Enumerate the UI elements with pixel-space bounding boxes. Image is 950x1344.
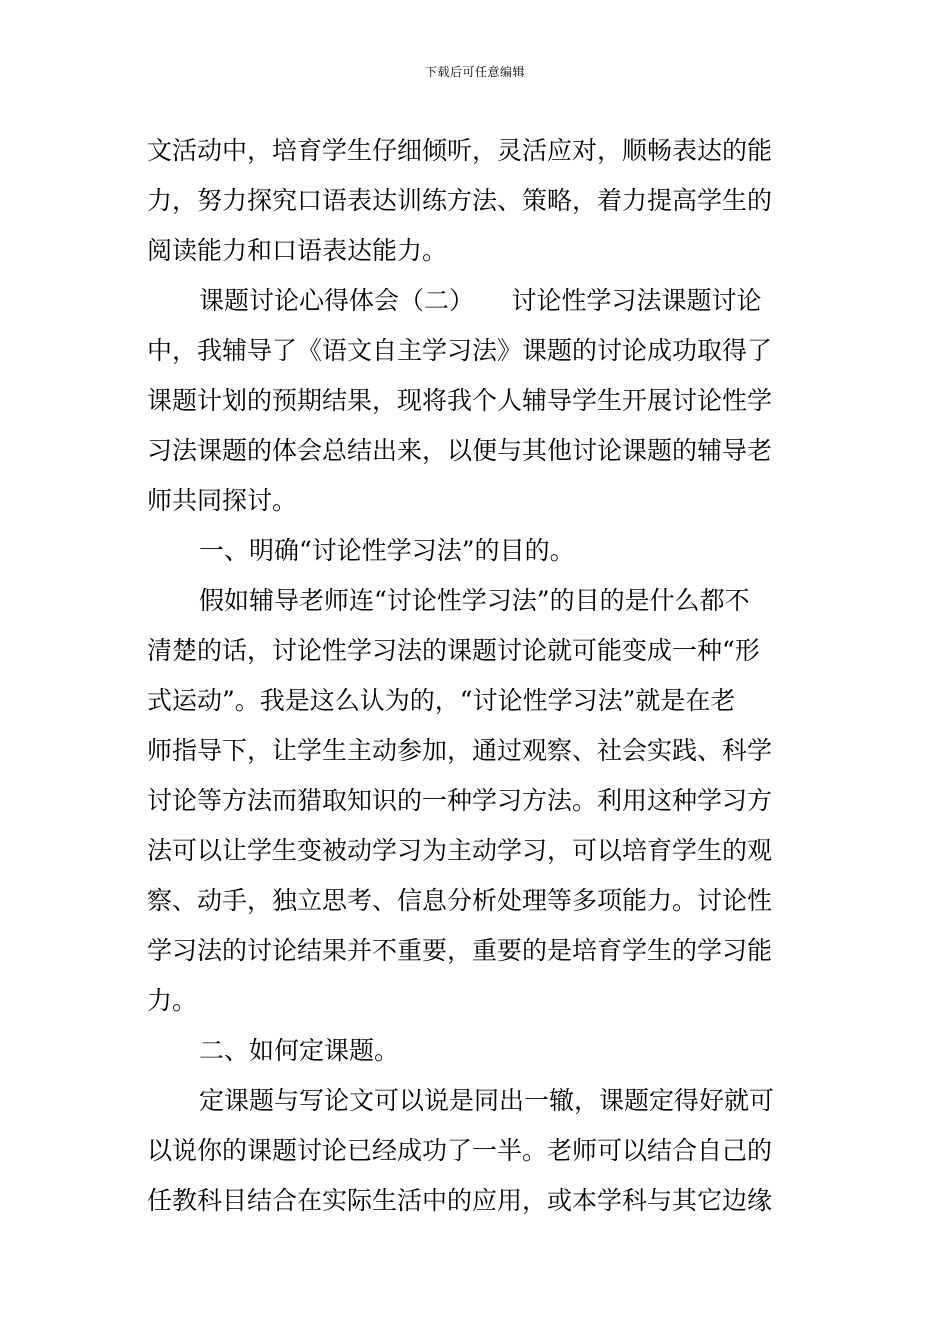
text-line: 力。	[147, 986, 198, 1015]
text-line: 师指导下，让学生主动参加，通过观察、社会实践、科学	[147, 736, 773, 765]
text-line: 学习法的讨论结果并不重要，重要的是培育学生的学习能	[147, 936, 773, 965]
text-line: 课题计划的预期结果，现将我个人辅导学生开展讨论性学	[147, 386, 773, 415]
page-header: 下载后可任意编辑	[424, 65, 525, 79]
text-line: 阅读能力和口语表达能力。	[147, 236, 448, 265]
heading-two: 二、如何定课题。	[199, 1036, 400, 1065]
document-body	[147, 126, 807, 1226]
text-line: 式运动”。我是这么认为的，“讨论性学习法”就是在老	[147, 686, 736, 715]
text-line: 任教科目结合在实际生活中的应用，或本学科与其它边缘	[147, 1186, 773, 1215]
text-line: 察、动手，独立思考、信息分析处理等多项能力。讨论性	[147, 886, 773, 915]
heading-one: 一、明确“讨论性学习法”的目的。	[199, 536, 575, 565]
text-line: 以说你的课题讨论已经成功了一半。老师可以结合自己的	[147, 1136, 773, 1165]
text-line: 定课题与写论文可以说是同出一辙，课题定得好就可	[199, 1086, 775, 1115]
section-title-line: 课题讨论心得体会（二） 讨论性学习法课题讨论	[199, 286, 762, 315]
text-line: 假如辅导老师连“讨论性学习法”的目的是什么都不	[199, 586, 750, 615]
text-line: 文活动中，培育学生仔细倾听，灵活应对，顺畅表达的能	[147, 136, 773, 165]
text-line: 清楚的话，讨论性学习法的课题讨论就可能变成一种“形	[147, 636, 760, 665]
text-line: 法可以让学生变被动学习为主动学习，可以培育学生的观	[147, 836, 773, 865]
text-line: 师共同探讨。	[147, 486, 298, 515]
text-line: 讨论等方法而猎取知识的一种学习方法。利用这种学习方	[147, 786, 773, 815]
text-line: 习法课题的体会总结出来，以便与其他讨论课题的辅导老	[147, 436, 773, 465]
text-line: 中，我辅导了《语文自主学习法》课题的讨论成功取得了	[147, 336, 773, 365]
text-line: 力，努力探究口语表达训练方法、策略，着力提高学生的	[147, 186, 773, 215]
